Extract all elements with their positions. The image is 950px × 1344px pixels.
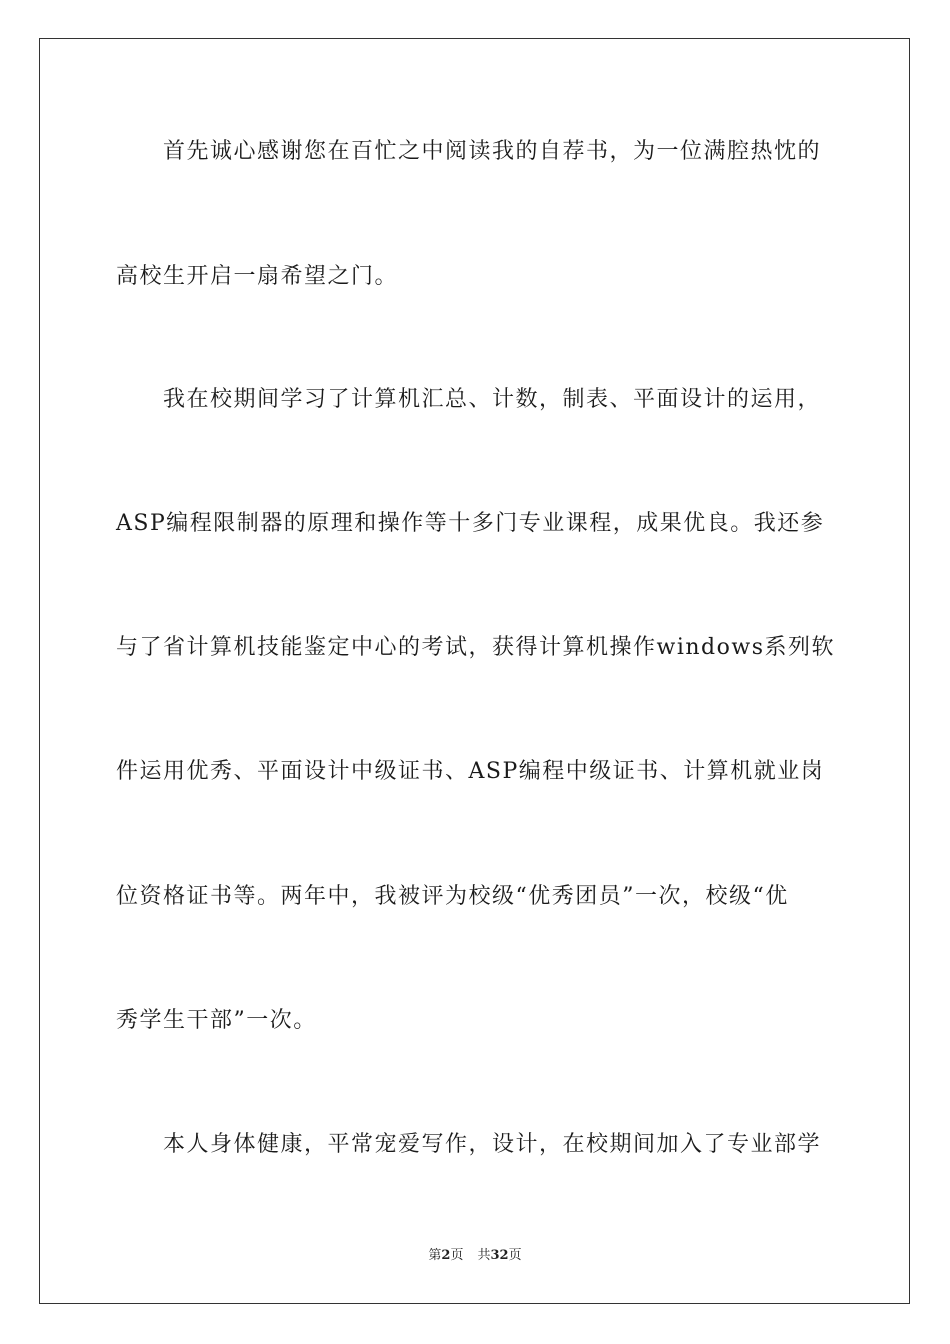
paragraph-1-line-2: 高校生开启一扇希望之门。 bbox=[116, 264, 399, 289]
page-border bbox=[39, 38, 910, 1304]
paragraph-2-line-4: 件运用优秀、平面设计中级证书、ASP编程中级证书、计算机就业岗 bbox=[116, 759, 825, 784]
paragraph-2-line-6: 秀学生干部”一次。 bbox=[116, 1008, 317, 1033]
page-prefix: 第 bbox=[428, 1248, 442, 1263]
paragraph-3-line-1: 本人身体健康，平常宠爱写作，设计，在校期间加入了专业部学 bbox=[163, 1132, 822, 1157]
total-pages: 32 bbox=[490, 1248, 509, 1263]
page-footer bbox=[0, 1247, 950, 1265]
page-number: 2 bbox=[441, 1248, 451, 1263]
paragraph-2-line-3: 与了省计算机技能鉴定中心的考试，获得计算机操作windows系列软 bbox=[116, 635, 835, 660]
total-prefix: 共 bbox=[477, 1248, 491, 1263]
paragraph-2-line-5: 位资格证书等。两年中，我被评为校级“优秀团员”一次，校级“优 bbox=[116, 884, 789, 909]
paragraph-2-line-1: 我在校期间学习了计算机汇总、计数，制表、平面设计的运用， bbox=[163, 387, 822, 412]
total-suffix: 页 bbox=[508, 1248, 522, 1263]
page-suffix: 页 bbox=[450, 1248, 464, 1263]
paragraph-1-line-1: 首先诚心感谢您在百忙之中阅读我的自荐书，为一位满腔热忱的 bbox=[163, 139, 822, 164]
paragraph-2-line-2: ASP编程限制器的原理和操作等十多门专业课程，成果优良。我还参 bbox=[116, 511, 825, 536]
